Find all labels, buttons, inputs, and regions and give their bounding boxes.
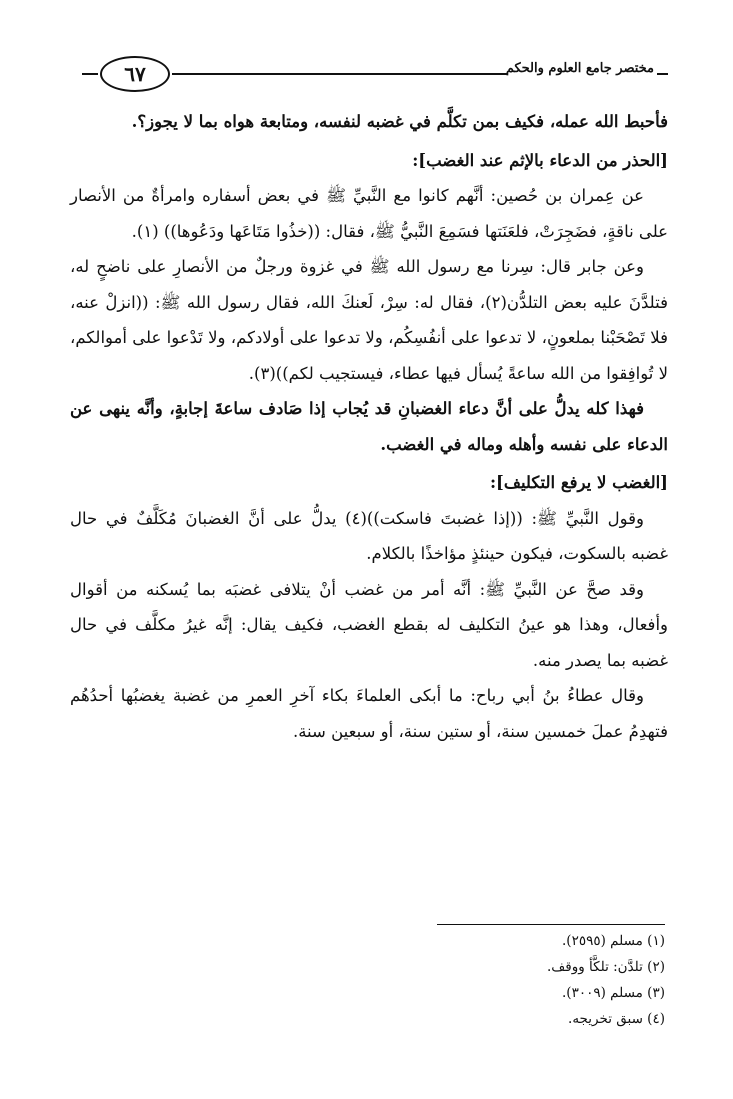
paragraph-summary: فهذا كله يدلُّ على أنَّ دعاء الغضبانِ قد يُجاب إذا صَادف ساعةَ إجابةٍ، وأنَّه ينهى عن الدعاء على نفسه وأهله وماله في الغضب. (70, 399, 668, 454)
header-dash-right (657, 73, 668, 75)
footnote-item: (٤) سبق تخريجه. (568, 1011, 665, 1027)
header-dash-left (82, 73, 98, 75)
paragraph-imran: عن عِمران بن حُصين: أنَّهم كانوا مع النَّبيِّ ﷺ في بعض أسفاره وامرأةٌ من الأنصار على ناقةٍ، فضَجِرَتْ، فلعَنَتها فسَمِعَ النَّبيُّ ﷺ، فقال: ((خذُوا مَتَاعَها ودَعُوها)) (١). (70, 186, 668, 241)
footnote-separator (437, 924, 665, 925)
page-number: ٦٧ (100, 56, 170, 92)
footnote-item: (٢) تلدَّن: تلكَّأ ووقف. (546, 959, 665, 975)
page-header (78, 52, 668, 96)
paragraph-continuation: فأحبط الله عمله، فكيف بمن تكلَّم في غضبه لنفسه، ومتابعة هواه بما لا يجوز؟. (131, 112, 668, 131)
section-heading-dua: [الحذر من الدعاء بالإثم عند الغضب]: (412, 150, 668, 170)
paragraph-jabir: وعن جابر قال: سِرنا مع رسول الله ﷺ في غزوة ورجلٌ من الأنصارِ على ناضحٍ له، فتلدَّنَ عليه بعض التلدُّن(٢)، فقال له: سِرْ، لَعنكَ الله، فقال رسول الله ﷺ: ((انزلْ عنه، فلا تَصْحَبْنا بملعونٍ، لا تدعوا على أنفُسِكُم، ولا تدعوا على أولادكم، ولا تَدْعوا على أموالكم، لا تُوافِقوا من الله ساعةً يُسأل فيها عطاء، فيستجيب لكم))(٣). (70, 257, 668, 383)
footnote-item: (٣) مسلم (٣٠٠٩). (562, 985, 665, 1001)
book-title: مختصر جامع العلوم والحكم (505, 61, 654, 76)
paragraph-silence: وقول النَّبيِّ ﷺ: ((إذا غضبتَ فاسكت))(٤) يدلُّ على أنَّ الغضبانَ مُكَلَّفٌ في حال غضبه بالسكوت، فيكون حينئذٍ مؤاخذًا بالكلام. (70, 508, 668, 563)
paragraph-sahha: وقد صحَّ عن النَّبيِّ ﷺ: أنَّه أمر من غضب أنْ يتلافى غضبَه بما يُسكنه من أقوال وأفعال، وهذا هو عينُ التكليف له بقطع الغضب، فكيف يقال: إنَّه غيرُ مكلَّف في حال غضبه بما يصدر منه. (70, 579, 668, 670)
header-rule (172, 73, 508, 75)
section-heading-taklif: [الغضب لا يرفع التكليف]: (489, 473, 668, 492)
main-text (70, 104, 668, 749)
footnotes (300, 928, 665, 1032)
paragraph-ata: وقال عطاءُ بنُ أبي رباح: ما أبكى العلماءَ بكاء آخرِ العمرِ من غضبة يغضبُها أحدُهُم فتهدِمُ عملَ خمسين سنة، أو ستين سنة، أو سبعين سنة. (70, 686, 668, 741)
footnote-item: (١) مسلم (٢٥٩٥). (562, 933, 665, 949)
